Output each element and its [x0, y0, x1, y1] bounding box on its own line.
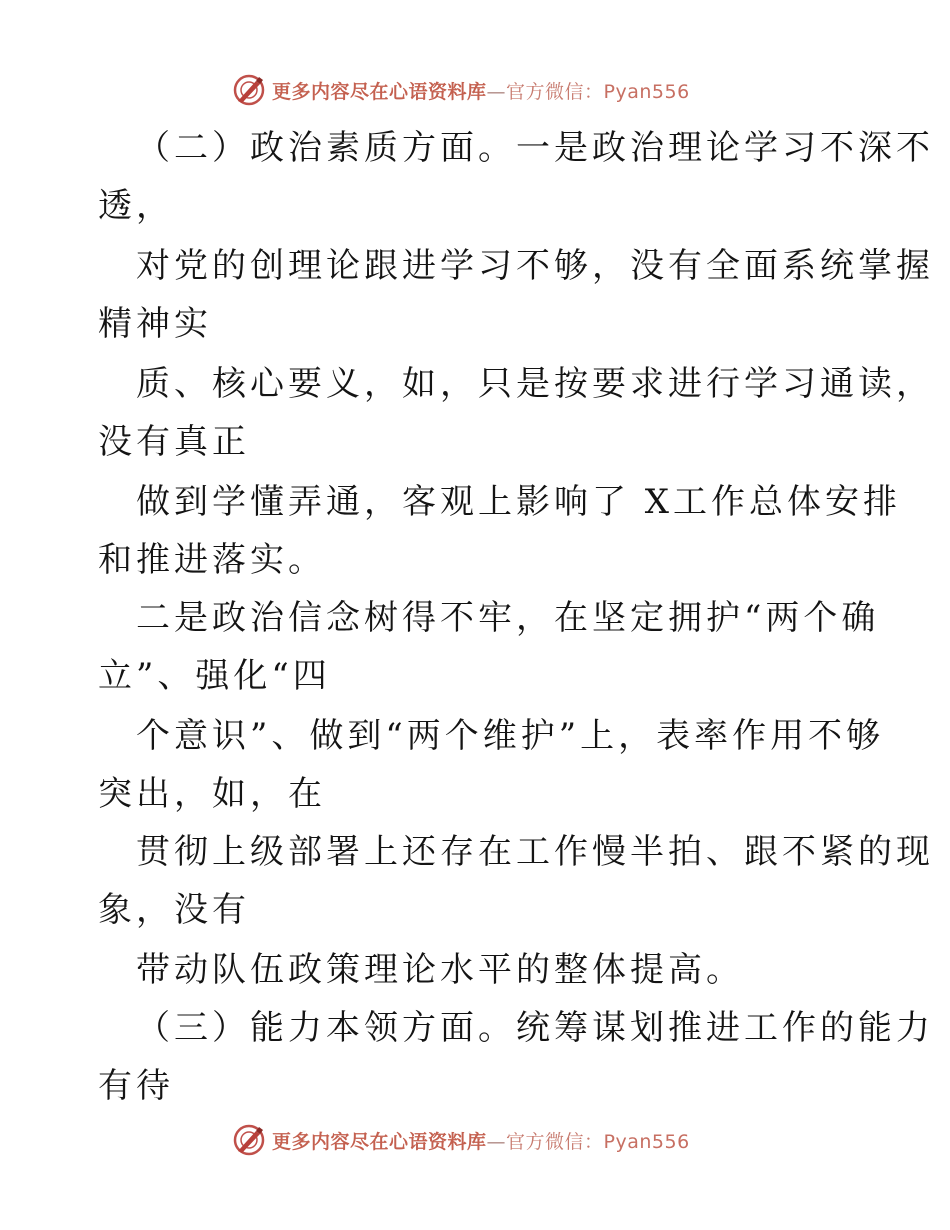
body-line: （三）能力本领方面。统筹谋划推进工作的能力: [136, 1008, 934, 1048]
body-line: 质、核心要义，如，只是按要求进行学习通读，: [136, 364, 934, 404]
body-line: 象，没有: [98, 890, 250, 930]
watermark-id: Pyan556: [603, 80, 690, 103]
header-watermark: [232, 72, 690, 108]
body-line: 做到学懂弄通，客观上影响了 X工作总体安排: [136, 482, 902, 522]
red-pen-circle-logo-icon: [232, 73, 266, 107]
body-line: 没有真正: [98, 422, 250, 462]
body-line: 立”、强化“四: [98, 656, 331, 696]
body-line: 突出，如，在: [98, 774, 326, 814]
watermark-separator: —: [486, 1130, 507, 1153]
body-line: 二是政治信念树得不牢，在坚定拥护“两个确: [136, 598, 880, 638]
watermark-label: 官方微信：: [506, 1130, 604, 1153]
body-line: 个意识”、做到“两个维护”上，表率作用不够: [136, 716, 885, 756]
footer-watermark: [232, 1122, 690, 1158]
watermark-brand: 更多内容尽在心语资料库: [272, 80, 487, 103]
body-line: 透，: [98, 186, 174, 226]
watermark-separator: —: [486, 80, 507, 103]
body-line: 有待: [98, 1066, 174, 1106]
watermark-id: Pyan556: [603, 1130, 690, 1153]
red-pen-circle-logo-icon: [232, 1123, 266, 1157]
body-line: 对党的创理论跟进学习不够，没有全面系统掌握: [136, 246, 934, 286]
body-line: （二）政治素质方面。一是政治理论学习不深不: [136, 128, 934, 168]
watermark-brand: 更多内容尽在心语资料库: [272, 1130, 487, 1153]
body-line: 和推进落实。: [98, 540, 326, 580]
body-line: 贯彻上级部署上还存在工作慢半拍、跟不紧的现: [136, 832, 934, 872]
watermark-label: 官方微信：: [506, 80, 604, 103]
body-line: 带动队伍政策理论水平的整体提高。: [136, 950, 744, 990]
body-line: 精神实: [98, 304, 212, 344]
